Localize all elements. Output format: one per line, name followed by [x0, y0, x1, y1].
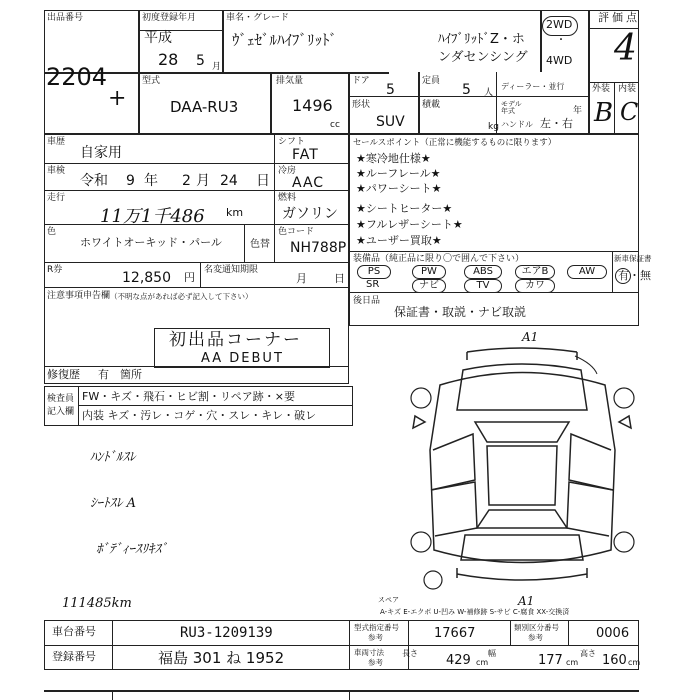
color-value: ホワイトオーキッド・パール: [80, 236, 222, 249]
plate-label: 登録番号: [52, 650, 96, 663]
usage-label: 車歴: [47, 137, 66, 147]
width-unit: cm: [566, 658, 579, 667]
plate-value: 福島 301 ね 1952: [158, 649, 285, 667]
first-reg-year: 28: [158, 50, 179, 69]
doors-label: ドア: [352, 76, 370, 86]
roof: [487, 446, 557, 505]
width-label: 幅: [488, 649, 496, 658]
handwritten-note: ﾎﾞﾃﾞｨｰｽﾘｷｽﾞ: [96, 542, 168, 557]
length-label: 長さ: [402, 649, 418, 658]
inspection-label: 車検: [47, 166, 66, 176]
first-reg-month-unit: 月: [212, 62, 222, 72]
equip-pw: PW: [412, 265, 446, 279]
equip-sr: SR: [366, 279, 380, 290]
category-number: 0006: [596, 626, 630, 641]
color-code: NH788P: [290, 240, 347, 256]
attachments-label: 後日品: [353, 296, 381, 306]
displacement-value: 1496: [292, 96, 333, 115]
front-bumper: [467, 348, 577, 352]
load-unit: kg: [488, 122, 499, 132]
inspector-row-2: 内装 キズ・汚レ・コゲ・穴・スレ・キレ・破レ: [82, 409, 317, 422]
selling-point: ★シートヒーター★: [356, 202, 453, 215]
mileage-unit: km: [226, 206, 244, 219]
lot-number-label: 出品番号: [47, 13, 84, 23]
length-value: 429: [446, 653, 471, 668]
inspection-day-unit: 日: [256, 173, 270, 189]
rear-window: [477, 510, 567, 528]
equip-aw: AW: [567, 265, 607, 279]
selling-point: ★パワーシート★: [356, 182, 442, 195]
notes-sublabel: （不明な点があれば必ず記入して下さい）: [110, 292, 253, 301]
wheel-front-right: [614, 388, 634, 408]
displacement-unit: cc: [330, 120, 340, 130]
wheel-rear-right: [614, 532, 634, 552]
equip-leather: カワ: [515, 279, 555, 293]
inspection-day: 24: [220, 173, 238, 189]
new-warranty-value: 有・無: [618, 269, 651, 282]
body-type-value: SUV: [376, 114, 405, 130]
windshield: [475, 422, 569, 442]
handwritten-note: ｼｰﾄｽﾚ A: [90, 496, 137, 511]
debut-stamp-line2: AA DEBUT: [201, 351, 284, 366]
car-name-label: 車名・グレード: [226, 13, 290, 23]
inspector-row-1: FW・キズ・飛石・ヒビ割・リペア跡・×要: [82, 390, 295, 403]
damage-mark-top: A1: [522, 330, 539, 344]
equip-airbag: エアB: [515, 265, 555, 279]
hood: [457, 364, 587, 410]
recycle-unit: 円: [184, 271, 195, 284]
inspection-month-unit: 月: [196, 173, 210, 189]
dealer-label: ディーラー・並行: [501, 82, 565, 91]
drive-dot: ・: [556, 35, 566, 46]
name-change-label: 名変通知期限: [204, 265, 259, 275]
car-grade-line1: ﾊｲﾌﾞﾘｯﾄﾞZ・ホ: [438, 32, 525, 47]
model-year-unit: 年: [573, 106, 583, 116]
first-reg-era: 平成: [144, 30, 172, 46]
category-number-label-1: 類別区分番号: [514, 623, 559, 632]
ac-value: AAC: [292, 175, 325, 191]
model-year-label2: 年式: [501, 107, 515, 115]
attachments-value: 保証書・取説・ナビ取説: [394, 305, 527, 319]
car-name: ｳﾞｪｾﾞﾙﾊｲﾌﾞﾘｯﾄﾞ: [232, 31, 338, 49]
equip-ps: PS: [357, 265, 391, 279]
selling-point: ★寒冷地仕様★: [356, 152, 431, 165]
spare-tire: [424, 571, 442, 589]
handle-value: 左・右: [540, 117, 573, 130]
inspection-month: 2: [182, 173, 191, 189]
inspection-era: 令和: [80, 173, 108, 189]
handwritten-note: 111485km: [62, 596, 132, 611]
category-number-label-2: 参考: [528, 633, 543, 642]
selling-point: ★ユーザー買取★: [356, 234, 442, 247]
name-change-day: 日: [334, 272, 345, 285]
mileage-value: 11万1千486: [100, 206, 205, 227]
inspection-year: 9: [126, 173, 135, 189]
debut-stamp: [154, 328, 330, 368]
drive-2wd: 2WD: [546, 18, 573, 31]
model-number-label-1: 型式指定番号: [354, 623, 399, 632]
capacity-value: 5: [462, 82, 471, 98]
first-reg-label: 初度登録年月: [142, 13, 197, 23]
equip-abs: ABS: [464, 265, 502, 279]
new-warranty-label: 新車保証書: [614, 254, 652, 263]
model-label: 型式: [142, 76, 161, 86]
height-value: 160: [602, 653, 627, 668]
load-label: 積載: [422, 100, 441, 110]
exterior-value: B: [594, 98, 614, 128]
interior-label: 内装: [618, 84, 637, 94]
fuel-label: 燃料: [278, 193, 297, 203]
interior-value: C: [620, 98, 639, 126]
equip-navi: ナビ: [412, 279, 446, 293]
lot-mark: +: [108, 86, 127, 111]
equipment-label: 装備品（純正品に限り〇で囲んで下さい）: [353, 254, 525, 264]
inspector-label-2: 記入欄: [47, 407, 75, 417]
height-unit: cm: [628, 658, 641, 667]
color-change-label: 色替: [250, 239, 270, 250]
width-value: 177: [538, 653, 563, 668]
inspector-label-1: 検査員: [47, 394, 75, 404]
recycle-label: R券: [47, 265, 63, 275]
chassis-value: RU3-1209139: [180, 625, 273, 641]
drive-4wd: 4WD: [546, 54, 573, 67]
height-label: 高さ: [580, 649, 596, 658]
model-number-label-2: 参考: [368, 633, 383, 642]
car-diagram: [405, 330, 640, 615]
damage-legend: A-キズ E-エクボ U-凹み W-補修跡 S-サビ C-腐食 XX-交換済: [380, 608, 570, 616]
model-year-label1: モデル: [501, 100, 522, 108]
tailgate: [461, 535, 583, 560]
ac-label: 冷房: [278, 166, 297, 176]
score-value: 4: [614, 28, 637, 69]
repair-value: 有: [98, 368, 109, 381]
selling-point: ★ルーフレール★: [356, 167, 441, 180]
inspection-year-unit: 年: [144, 173, 158, 189]
damage-mark-bottom: A1: [518, 594, 535, 608]
capacity-label: 定員: [422, 76, 441, 86]
recycle-value: 12,850: [122, 270, 171, 286]
first-reg-month: 5: [196, 53, 205, 69]
exterior-label: 外装: [592, 84, 611, 94]
notes-label: 注意事項申告欄: [47, 291, 111, 301]
score-label: 評価点: [598, 11, 640, 24]
displacement-label: 排気量: [276, 76, 304, 86]
body-type-label: 形状: [352, 100, 371, 110]
model-number: 17667: [434, 626, 476, 641]
fuel-value: ガソリン: [282, 206, 338, 222]
repair-unit: 箇所: [120, 368, 142, 381]
debut-stamp-line1: 初出品コーナー: [169, 330, 302, 350]
chassis-label: 車台番号: [52, 625, 96, 638]
doors-value: 5: [386, 82, 395, 98]
car-grade-line2: ンダセンシング: [438, 50, 528, 65]
dimensions-label-1: 車両寸法: [354, 648, 384, 657]
handwritten-note: ﾊﾝﾄﾞﾙｽﾚ: [90, 450, 136, 465]
handle-label: ハンドル: [501, 120, 533, 129]
equip-tv: TV: [464, 279, 502, 293]
lot-number: 2204: [46, 63, 108, 91]
color-code-label: 色コード: [278, 227, 315, 237]
selling-point: ★フルレザーシート★: [356, 218, 463, 231]
name-change-month: 月: [296, 272, 307, 285]
repair-label: 修復歴: [47, 368, 80, 381]
length-unit: cm: [476, 658, 489, 667]
wheel-front-left: [411, 388, 431, 408]
spare-label: スペア: [378, 596, 399, 604]
dimensions-label-2: 参考: [368, 658, 383, 667]
capacity-unit: 人: [484, 88, 494, 98]
shift-label: シフト: [278, 137, 306, 147]
wheel-rear-left: [411, 532, 431, 552]
mileage-label: 走行: [47, 193, 66, 203]
color-label: 色: [47, 227, 57, 237]
selling-points-label: セールスポイント（正常に機能するものに限ります）: [353, 138, 557, 148]
shift-value: FAT: [292, 147, 319, 163]
usage-value: 自家用: [80, 145, 122, 161]
model-value: DAA-RU3: [170, 98, 239, 116]
